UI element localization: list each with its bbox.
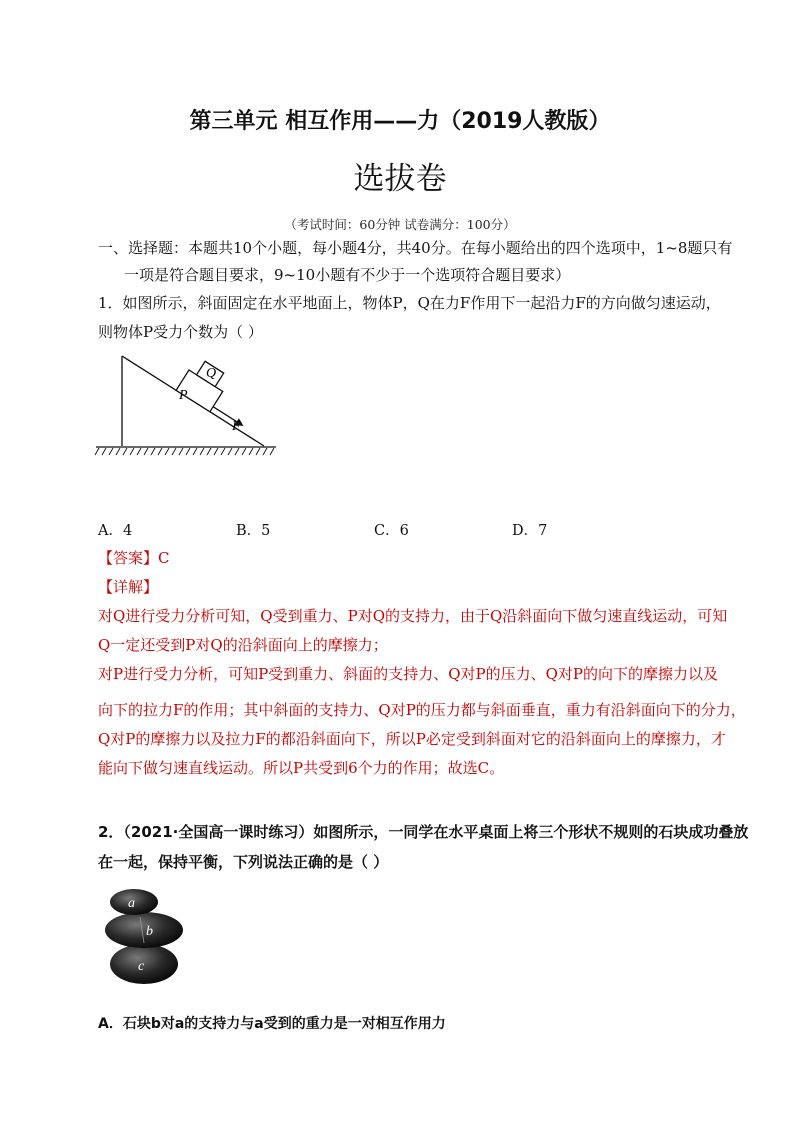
q2-stem-line1: 2．（2021·全国高一课时练习）如图所示，一同学在水平桌面上将三个形状不规则的石块成功叠放 xyxy=(98,823,749,841)
q1-detail-line2: Q一定还受到P对Q的沿斜面向上的摩擦力； xyxy=(98,636,388,654)
page-title: 第三单元 相互作用——力（2019人教版） xyxy=(189,109,611,134)
section-heading-line1: 一、选择题：本题共10个小题，每小题4分，共40分。在每小题给出的四个选项中，1~8题只有 xyxy=(98,239,733,257)
q1-option-a: A．4 xyxy=(98,523,133,539)
q1-option-c: C．6 xyxy=(374,523,409,539)
q1-option-b: B．5 xyxy=(236,523,271,539)
q1-option-d: D．7 xyxy=(512,523,548,539)
page-subtitle: 选拔卷 xyxy=(353,161,447,197)
q1-detail-line1: 对Q进行受力分析可知，Q受到重力、P对Q的支持力，由于Q沿斜面向下做匀速直线运动，可知 xyxy=(98,607,728,625)
stacked-stones-figure xyxy=(100,880,195,990)
section-heading-line2: 一项是符合题目要求，9~10小题有不少于一个选项符合题目要求） xyxy=(124,266,571,284)
q1-detail-label: 【详解】 xyxy=(98,578,159,596)
q1-detail-line3: 对P进行受力分析，可知P受到重力、斜面的支持力、Q对P的压力、Q对P的向下的摩擦力以及 xyxy=(98,665,718,683)
label-a: a xyxy=(128,896,135,911)
q1-detail-line5: Q对P的摩擦力以及拉力F的都沿斜面向下，所以P必定受到斜面对它的沿斜面向上的摩擦力，才 xyxy=(98,730,726,748)
label-b: b xyxy=(146,924,153,939)
incline-figure xyxy=(94,350,284,465)
q1-stem-line1: 1．如图所示，斜面固定在水平地面上，物体P，Q在力F作用下一起沿力F的方向做匀速运动， xyxy=(98,294,721,312)
q1-answer: 【答案】C xyxy=(98,549,170,567)
exam-info: （考试时间：60分钟 试卷满分：100分） xyxy=(284,217,516,232)
label-f: F xyxy=(232,419,241,434)
label-p: P xyxy=(179,388,188,403)
q1-stem-line2: 则物体P受力个数为（ ） xyxy=(98,323,263,341)
label-q: Q xyxy=(206,366,217,381)
label-c: c xyxy=(138,959,145,974)
q1-detail-line6: 能向下做匀速直线运动。所以P共受到6个力的作用；故选C。 xyxy=(98,759,505,777)
q1-detail-line4: 向下的拉力F的作用；其中斜面的支持力、Q对P的压力都与斜面垂直，重力有沿斜面向下的分力， xyxy=(98,701,746,719)
q2-stem-line2: 在一起，保持平衡，下列说法正确的是（ ） xyxy=(98,853,389,871)
q2-option-a: A．石块b对a的支持力与a受到的重力是一对相互作用力 xyxy=(98,1016,446,1032)
ground-hatching xyxy=(95,448,274,455)
